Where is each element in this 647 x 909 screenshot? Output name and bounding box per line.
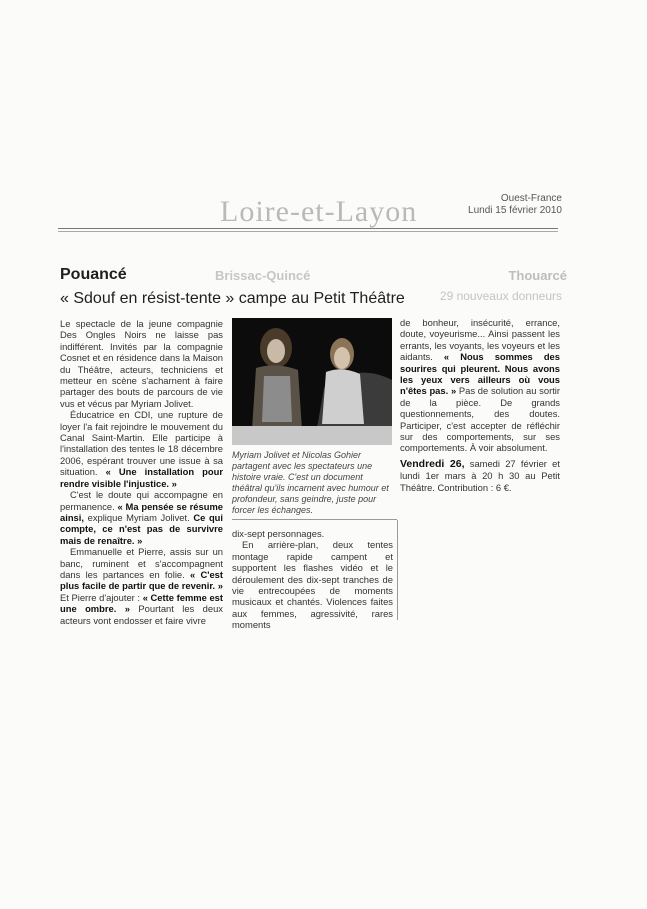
col3-paragraph-1 xyxy=(400,317,560,454)
col1-p2-quote: « Une installation pour rendre visible l'injustice. » xyxy=(60,466,223,489)
col1-p3-text: C'est le doute qui accompagne en permanence. xyxy=(60,489,223,512)
col3-p1-quote: « Nous sommes des sourires qui pleurent. Nous avons les yeux vers ailleurs où vous n'êtes pas. » xyxy=(400,351,560,397)
publication-date: Lundi 15 février 2010 xyxy=(468,205,562,216)
col3-p1-end: Pas de solution au sortir de la pièce. De grands questionnements, des doutes. Participer, c'est accepter de réfléchir sur des comportements, sur ses comportements. À voir absolument. xyxy=(400,385,560,454)
section-title: Pouancé xyxy=(60,266,127,283)
ghost-sub-text: 29 nouveaux donneurs xyxy=(439,289,562,303)
photo-illustration xyxy=(232,318,392,445)
ghost-header-text: Loire-et-Layon xyxy=(220,195,418,228)
col1-p3-quote-a: « Ma pensée se résume ainsi, xyxy=(60,500,224,523)
header-rule xyxy=(58,228,558,229)
col1-p3-attribution: explique Myriam Jolivet. xyxy=(87,511,190,523)
header-rule-secondary xyxy=(58,231,558,232)
col1-p4-intro: Et Pierre d'ajouter : xyxy=(60,591,141,603)
article-photo xyxy=(232,318,392,445)
source-block xyxy=(468,193,562,217)
col2-paragraph-1: dix-sept personnages. xyxy=(232,528,325,539)
col1-p4-text: Emmanuelle et Pierre, assis sur un banc, ruminent et s'accompagnent dans les partances en folie. xyxy=(60,546,223,580)
article-column-3 xyxy=(400,317,560,493)
article-headline: « Sdouf en résist-tente » campe au Petit Théâtre xyxy=(60,290,405,307)
col3-date-bold: Vendredi 26, xyxy=(400,457,465,470)
col3-paragraph-2 xyxy=(400,458,560,493)
col2-paragraph-2: En arrière-plan, deux tentes montage rapide campent et supportent les flashes vidéo et le déroulement des dix-sept tranches de vie entrecoupées de moments musicaux et chantés. Violences faites aux femmes, agressivité, rares moments xyxy=(232,539,393,631)
col1-p3-quote-b: Ce qui compte, ce n'est pas de survivre mais de renaître. » xyxy=(60,511,224,546)
col1-p4-quote-a: « C'est plus facile de partir que de revenir. » xyxy=(60,568,223,592)
ghost-right-text: Thouarcé xyxy=(508,268,567,283)
newspaper-name: Ouest-France xyxy=(500,193,562,204)
ghost-mid-text: Brissac-Quincé xyxy=(215,268,311,283)
col1-p2-text: Éducatrice en CDI, une rupture de loyer l'a fait rejoindre le mouvement du Canal Saint-Martin. Elle participe à l'installation des tentes le 18 décembre 2006, espérant trouver une issue à sa situation. xyxy=(60,409,223,478)
col1-p4-quote-b: « Cette femme est une ombre. » xyxy=(60,591,224,615)
col1-paragraph-3 xyxy=(60,489,223,546)
col1-paragraph-2 xyxy=(60,409,223,489)
col3-p1-text: de bonheur, insécurité, errance, doute, voyeurisme... Ainsi passent les errants, les voyants, les voyeurs et les aidants. xyxy=(400,317,560,363)
column-rule xyxy=(397,520,398,620)
col3-schedule: samedi 27 février et lundi 1er mars à 20 h 30 au Petit Théâtre. Contribution : 6 €. xyxy=(400,457,560,493)
col1-paragraph-4 xyxy=(60,546,223,626)
article-column-2 xyxy=(232,528,393,631)
col1-paragraph-1: Le spectacle de la jeune compagnie Des Ongles Noirs ne laisse pas indifférent. Invités par la compagnie Cosnet et en résidence dans la Maison du Théâtre, acteurs, techniciens et metteur en scène s'acharnent à faire partager des bouts de parcours de vie vus et vécus par Myriam Jolivet. xyxy=(60,318,223,409)
photo-caption: Myriam Jolivet et Nicolas Gohier partagent avec les spectateurs une histoire vraie. C'est un document théâtral qu'ils incarnent avec humour et profondeur, sans geindre, juste pour forcer les échanges. xyxy=(232,450,389,515)
col1-p4-end: Pourtant les deux acteurs vont endosser et faire vivre xyxy=(60,603,223,626)
article-column-1 xyxy=(60,318,223,626)
caption-rule xyxy=(232,519,397,520)
